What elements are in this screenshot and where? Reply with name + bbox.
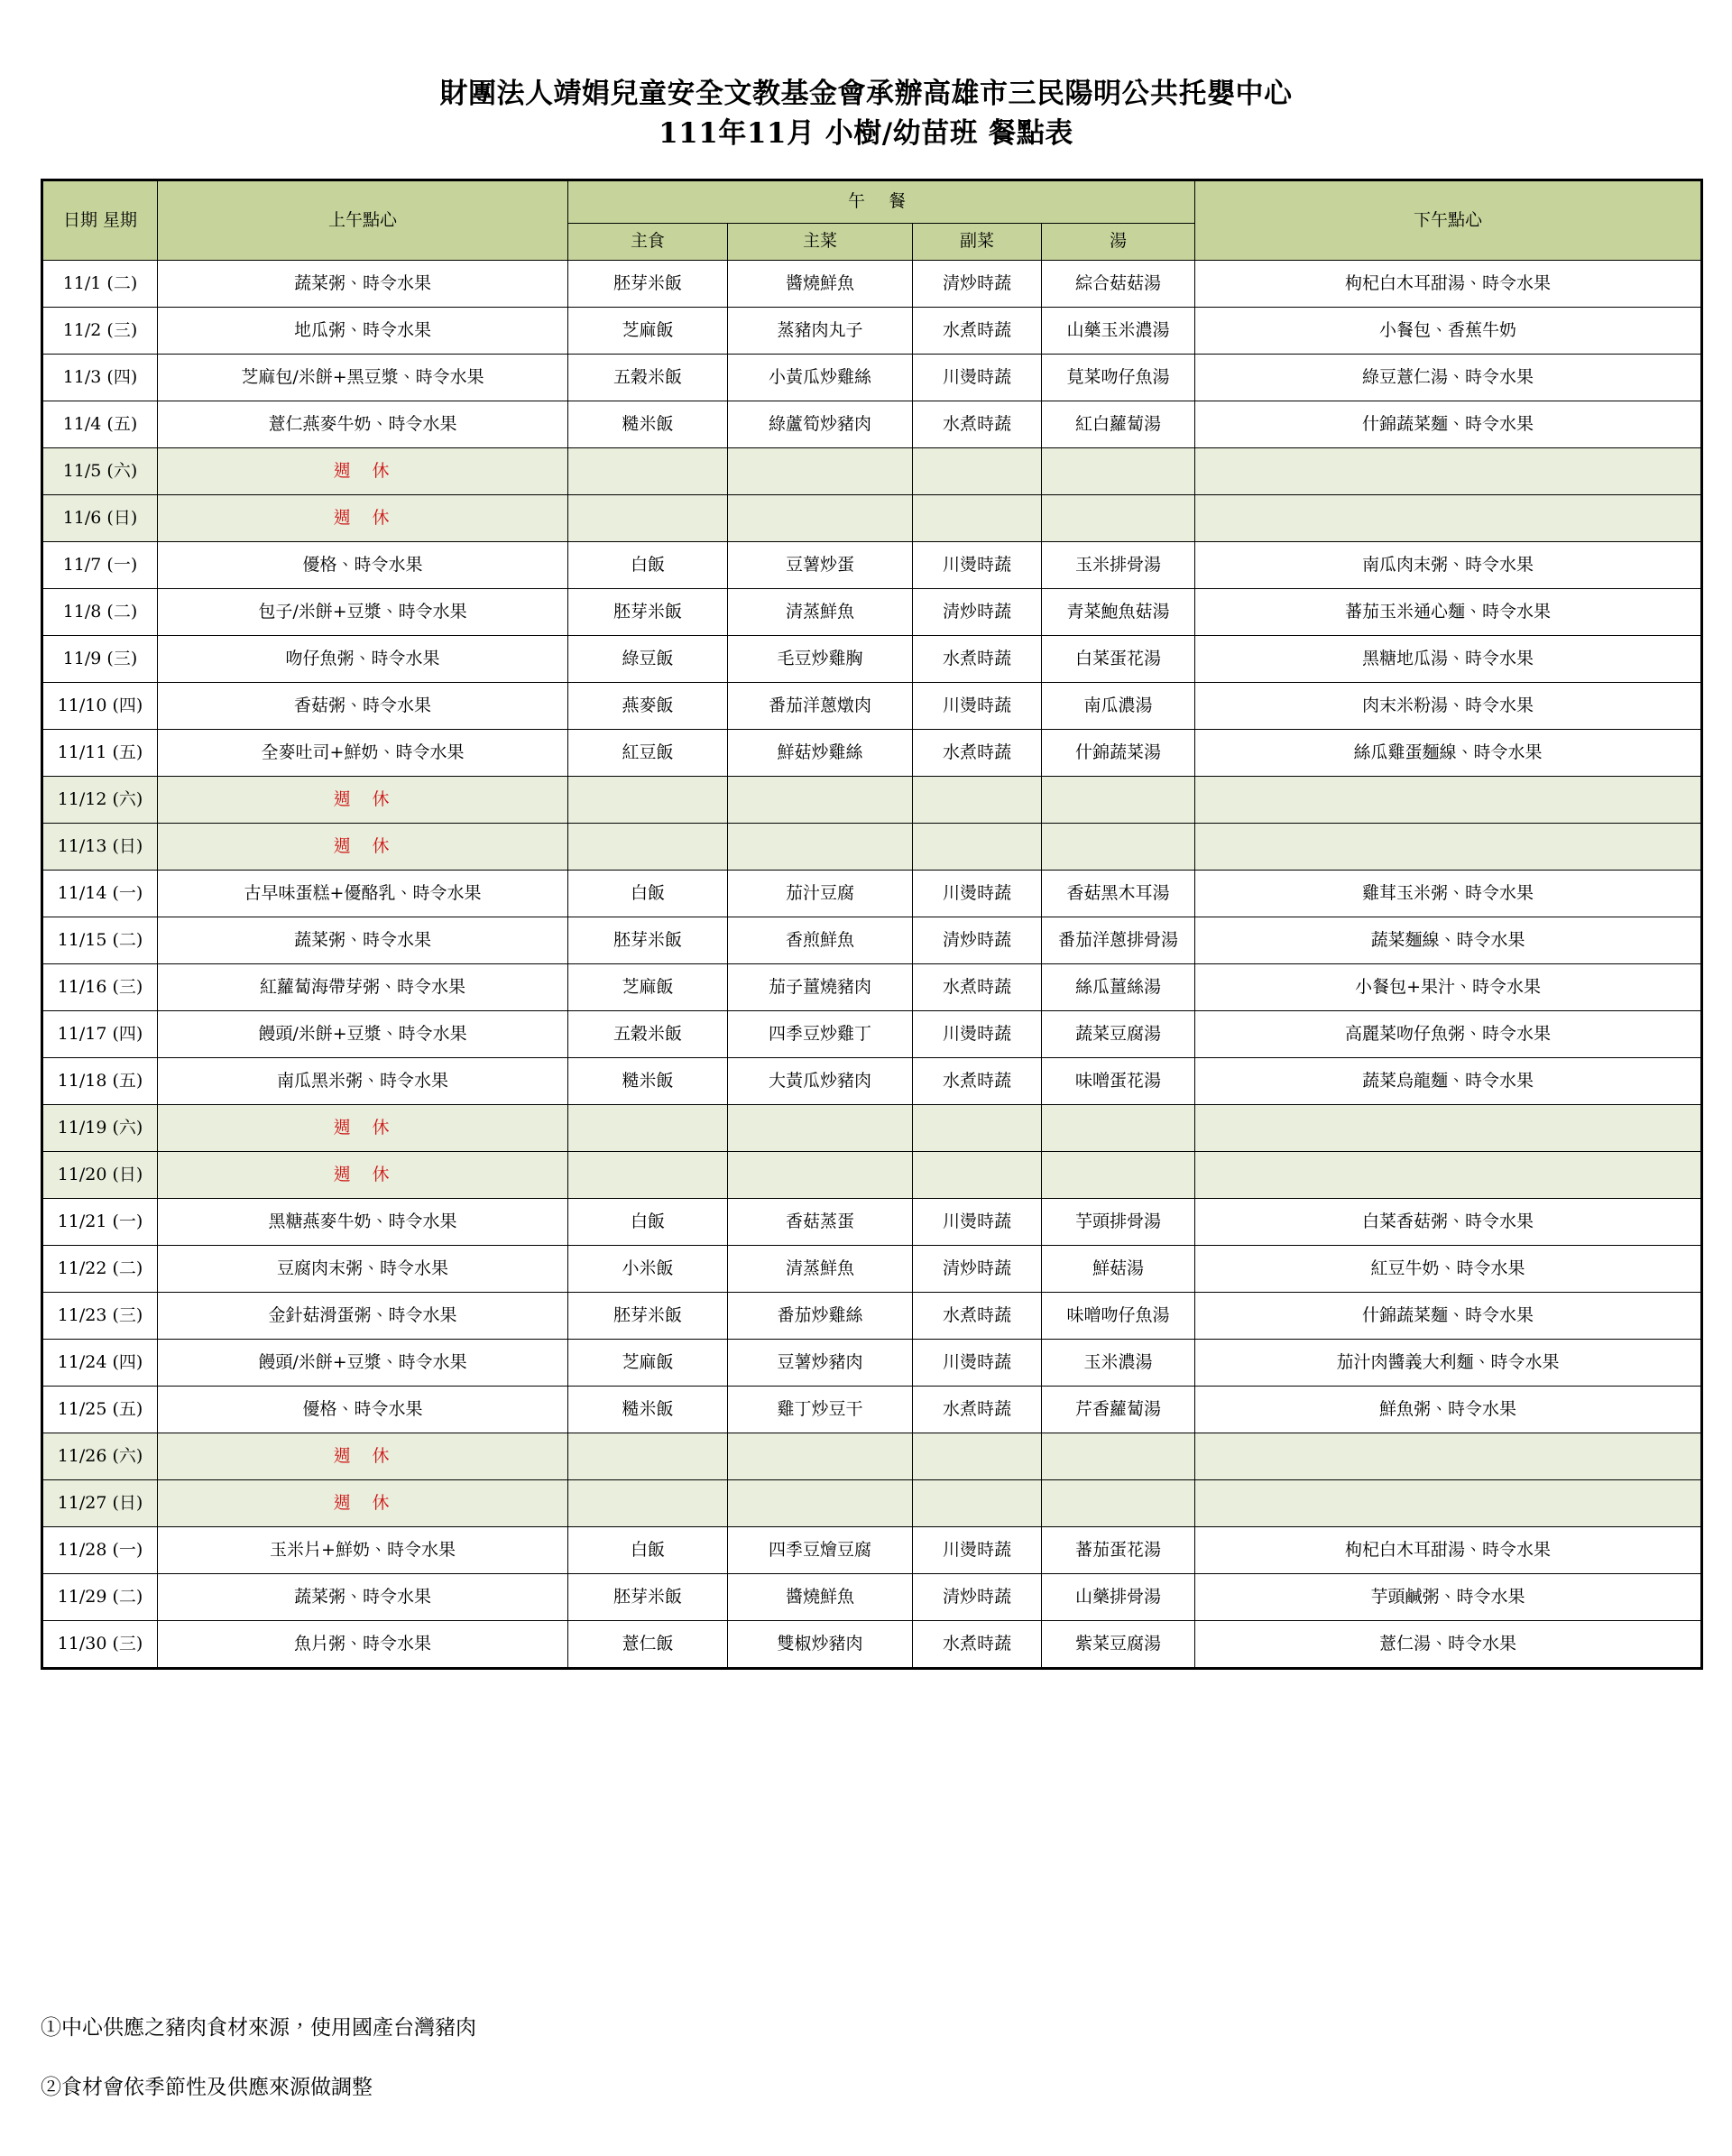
cell-side-dish: 水煮時蔬 <box>913 1058 1042 1105</box>
cell-main-dish: 四季豆炒雞丁 <box>728 1011 913 1058</box>
cell-soup <box>1042 448 1195 495</box>
cell-date: 11/27 (日) <box>42 1480 158 1527</box>
cell-main <box>728 1105 913 1152</box>
cell-morning-snack: 蔬菜粥、時令水果 <box>158 917 568 964</box>
table-row <box>42 1621 1702 1669</box>
cell-soup: 芋頭排骨湯 <box>1042 1199 1195 1246</box>
cell-morning-snack: 香菇粥、時令水果 <box>158 683 568 730</box>
cell-afternoon-snack: 鮮魚粥、時令水果 <box>1195 1387 1702 1433</box>
cell-main-dish: 小黃瓜炒雞絲 <box>728 355 913 401</box>
table-row <box>42 1340 1702 1387</box>
table-row <box>42 1105 1702 1152</box>
cell-date: 11/6 (日) <box>42 495 158 542</box>
table-row <box>42 824 1702 871</box>
cell-side-dish: 清炒時蔬 <box>913 589 1042 636</box>
cell-staple: 白飯 <box>568 1199 728 1246</box>
cell-staple: 白飯 <box>568 871 728 917</box>
table-row <box>42 1433 1702 1480</box>
cell-date: 11/11 (五) <box>42 730 158 777</box>
cell-side-dish: 清炒時蔬 <box>913 1246 1042 1293</box>
footnotes <box>41 2016 1394 2134</box>
cell-side-dish: 水煮時蔬 <box>913 964 1042 1011</box>
table-row <box>42 964 1702 1011</box>
cell-date: 11/19 (六) <box>42 1105 158 1152</box>
table-row <box>42 1527 1702 1574</box>
cell-morning-snack: 古早味蛋糕+優酪乳、時令水果 <box>158 871 568 917</box>
cell-side-dish: 川燙時蔬 <box>913 1199 1042 1246</box>
cell-afternoon-snack: 白菜香菇粥、時令水果 <box>1195 1199 1702 1246</box>
cell-morning-snack: 金針菇滑蛋粥、時令水果 <box>158 1293 568 1340</box>
cell-date: 11/23 (三) <box>42 1293 158 1340</box>
cell-afternoon-snack: 紅豆牛奶、時令水果 <box>1195 1246 1702 1293</box>
cell-date: 11/28 (一) <box>42 1527 158 1574</box>
cell-afternoon-snack: 蕃茄玉米通心麵、時令水果 <box>1195 589 1702 636</box>
cell-pm <box>1195 1105 1702 1152</box>
cell-staple <box>568 777 728 824</box>
cell-side-dish: 清炒時蔬 <box>913 1574 1042 1621</box>
cell-side-dish: 水煮時蔬 <box>913 636 1042 683</box>
cell-afternoon-snack: 南瓜肉末粥、時令水果 <box>1195 542 1702 589</box>
cell-side-dish: 川燙時蔬 <box>913 1527 1042 1574</box>
cell-date: 11/22 (二) <box>42 1246 158 1293</box>
cell-side <box>913 1105 1042 1152</box>
cell-side-dish: 川燙時蔬 <box>913 542 1042 589</box>
table-row <box>42 401 1702 448</box>
cell-soup <box>1042 1152 1195 1199</box>
cell-morning-snack: 包子/米餅+豆漿、時令水果 <box>158 589 568 636</box>
cell-morning-snack: 週 休 <box>158 1480 568 1527</box>
cell-afternoon-snack: 枸杞白木耳甜湯、時令水果 <box>1195 261 1702 308</box>
cell-main-dish: 蒸豬肉丸子 <box>728 308 913 355</box>
cell-soup: 紅白蘿蔔湯 <box>1042 401 1195 448</box>
cell-staple: 芝麻飯 <box>568 1340 728 1387</box>
cell-date: 11/24 (四) <box>42 1340 158 1387</box>
cell-side-dish: 水煮時蔬 <box>913 401 1042 448</box>
table-row <box>42 1574 1702 1621</box>
cell-staple: 糙米飯 <box>568 401 728 448</box>
cell-staple: 五穀米飯 <box>568 355 728 401</box>
cell-date: 11/13 (日) <box>42 824 158 871</box>
cell-main <box>728 448 913 495</box>
cell-afternoon-snack: 茄汁肉醬義大利麵、時令水果 <box>1195 1340 1702 1387</box>
table-row <box>42 308 1702 355</box>
table-row <box>42 1246 1702 1293</box>
table-row <box>42 636 1702 683</box>
cell-side-dish: 清炒時蔬 <box>913 917 1042 964</box>
cell-side-dish: 川燙時蔬 <box>913 355 1042 401</box>
cell-side-dish: 水煮時蔬 <box>913 308 1042 355</box>
column-header-soup: 湯 <box>1042 224 1195 261</box>
table-row <box>42 1480 1702 1527</box>
cell-pm <box>1195 824 1702 871</box>
footnote-1: ①中心供應之豬肉食材來源，使用國產台灣豬肉 <box>41 2016 476 2040</box>
cell-morning-snack: 黑糖燕麥牛奶、時令水果 <box>158 1199 568 1246</box>
cell-afternoon-snack: 小餐包、香蕉牛奶 <box>1195 308 1702 355</box>
cell-date: 11/18 (五) <box>42 1058 158 1105</box>
table-row <box>42 1152 1702 1199</box>
cell-morning-snack: 蔬菜粥、時令水果 <box>158 1574 568 1621</box>
cell-soup: 紫菜豆腐湯 <box>1042 1621 1195 1669</box>
cell-main-dish: 番茄炒雞絲 <box>728 1293 913 1340</box>
table-row <box>42 683 1702 730</box>
cell-side-dish: 川燙時蔬 <box>913 1011 1042 1058</box>
cell-date: 11/5 (六) <box>42 448 158 495</box>
cell-main-dish: 四季豆燴豆腐 <box>728 1527 913 1574</box>
cell-morning-snack: 吻仔魚粥、時令水果 <box>158 636 568 683</box>
cell-staple: 白飯 <box>568 542 728 589</box>
cell-soup: 蕃茄蛋花湯 <box>1042 1527 1195 1574</box>
table-row <box>42 917 1702 964</box>
cell-soup: 山藥排骨湯 <box>1042 1574 1195 1621</box>
cell-soup <box>1042 1433 1195 1480</box>
cell-main <box>728 824 913 871</box>
cell-soup <box>1042 824 1195 871</box>
cell-morning-snack: 週 休 <box>158 1152 568 1199</box>
cell-morning-snack: 魚片粥、時令水果 <box>158 1621 568 1669</box>
cell-side <box>913 1433 1042 1480</box>
cell-main-dish: 香煎鮮魚 <box>728 917 913 964</box>
cell-soup: 山藥玉米濃湯 <box>1042 308 1195 355</box>
menu-table-body <box>42 261 1702 1669</box>
cell-main-dish: 綠蘆筍炒豬肉 <box>728 401 913 448</box>
cell-afternoon-snack: 高麗菜吻仔魚粥、時令水果 <box>1195 1011 1702 1058</box>
cell-side-dish: 清炒時蔬 <box>913 261 1042 308</box>
column-header-afternoon-snack: 下午點心 <box>1195 180 1702 261</box>
cell-soup: 南瓜濃湯 <box>1042 683 1195 730</box>
table-row <box>42 730 1702 777</box>
column-header-morning-snack: 上午點心 <box>158 180 568 261</box>
cell-staple: 紅豆飯 <box>568 730 728 777</box>
cell-morning-snack: 饅頭/米餅+豆漿、時令水果 <box>158 1340 568 1387</box>
cell-morning-snack: 全麥吐司+鮮奶、時令水果 <box>158 730 568 777</box>
table-row <box>42 1058 1702 1105</box>
cell-soup: 味噌吻仔魚湯 <box>1042 1293 1195 1340</box>
cell-side <box>913 1152 1042 1199</box>
cell-afternoon-snack: 蔬菜麵線、時令水果 <box>1195 917 1702 964</box>
cell-main-dish: 醬燒鮮魚 <box>728 1574 913 1621</box>
cell-morning-snack: 週 休 <box>158 824 568 871</box>
cell-date: 11/3 (四) <box>42 355 158 401</box>
cell-date: 11/7 (一) <box>42 542 158 589</box>
cell-staple: 綠豆飯 <box>568 636 728 683</box>
cell-pm <box>1195 1433 1702 1480</box>
cell-afternoon-snack: 芋頭鹹粥、時令水果 <box>1195 1574 1702 1621</box>
menu-table <box>41 179 1703 1670</box>
cell-soup: 番茄洋蔥排骨湯 <box>1042 917 1195 964</box>
cell-soup: 味噌蛋花湯 <box>1042 1058 1195 1105</box>
table-row <box>42 777 1702 824</box>
cell-morning-snack: 饅頭/米餅+豆漿、時令水果 <box>158 1011 568 1058</box>
cell-soup: 香菇黑木耳湯 <box>1042 871 1195 917</box>
cell-date: 11/4 (五) <box>42 401 158 448</box>
cell-main-dish: 清蒸鮮魚 <box>728 1246 913 1293</box>
cell-main-dish: 雞丁炒豆干 <box>728 1387 913 1433</box>
cell-soup: 莧菜吻仔魚湯 <box>1042 355 1195 401</box>
cell-staple <box>568 448 728 495</box>
menu-table-wrapper <box>41 179 1700 1670</box>
cell-main-dish: 豆薯炒蛋 <box>728 542 913 589</box>
table-row <box>42 1011 1702 1058</box>
cell-staple: 糙米飯 <box>568 1058 728 1105</box>
table-row <box>42 448 1702 495</box>
cell-staple <box>568 824 728 871</box>
cell-date: 11/17 (四) <box>42 1011 158 1058</box>
cell-soup: 玉米濃湯 <box>1042 1340 1195 1387</box>
cell-side <box>913 495 1042 542</box>
cell-date: 11/10 (四) <box>42 683 158 730</box>
cell-side <box>913 448 1042 495</box>
cell-staple: 胚芽米飯 <box>568 1293 728 1340</box>
cell-soup: 玉米排骨湯 <box>1042 542 1195 589</box>
cell-afternoon-snack: 肉末米粉湯、時令水果 <box>1195 683 1702 730</box>
cell-date: 11/14 (一) <box>42 871 158 917</box>
cell-soup: 蔬菜豆腐湯 <box>1042 1011 1195 1058</box>
cell-soup <box>1042 495 1195 542</box>
cell-side-dish: 水煮時蔬 <box>913 1387 1042 1433</box>
cell-staple: 白飯 <box>568 1527 728 1574</box>
cell-main-dish: 清蒸鮮魚 <box>728 589 913 636</box>
cell-afternoon-snack: 黑糖地瓜湯、時令水果 <box>1195 636 1702 683</box>
cell-staple: 胚芽米飯 <box>568 917 728 964</box>
cell-staple: 五穀米飯 <box>568 1011 728 1058</box>
cell-date: 11/26 (六) <box>42 1433 158 1480</box>
cell-soup: 綜合菇菇湯 <box>1042 261 1195 308</box>
cell-main-dish: 大黃瓜炒豬肉 <box>728 1058 913 1105</box>
cell-staple <box>568 1105 728 1152</box>
cell-date: 11/25 (五) <box>42 1387 158 1433</box>
cell-date: 11/12 (六) <box>42 777 158 824</box>
cell-pm <box>1195 1480 1702 1527</box>
table-row <box>42 589 1702 636</box>
cell-main-dish: 毛豆炒雞胸 <box>728 636 913 683</box>
cell-side-dish: 川燙時蔬 <box>913 1340 1042 1387</box>
cell-main <box>728 1433 913 1480</box>
cell-staple: 糙米飯 <box>568 1387 728 1433</box>
table-row <box>42 1293 1702 1340</box>
table-row <box>42 542 1702 589</box>
cell-pm <box>1195 777 1702 824</box>
cell-staple <box>568 1433 728 1480</box>
cell-pm <box>1195 448 1702 495</box>
cell-soup <box>1042 1480 1195 1527</box>
cell-side-dish: 水煮時蔬 <box>913 730 1042 777</box>
column-header-staple: 主食 <box>568 224 728 261</box>
cell-soup: 鮮菇湯 <box>1042 1246 1195 1293</box>
cell-staple: 芝麻飯 <box>568 308 728 355</box>
cell-morning-snack: 地瓜粥、時令水果 <box>158 308 568 355</box>
column-header-main-dish: 主菜 <box>728 224 913 261</box>
cell-side-dish: 川燙時蔬 <box>913 871 1042 917</box>
cell-date: 11/15 (二) <box>42 917 158 964</box>
cell-afternoon-snack: 什錦蔬菜麵、時令水果 <box>1195 1293 1702 1340</box>
cell-morning-snack: 優格、時令水果 <box>158 1387 568 1433</box>
cell-date: 11/1 (二) <box>42 261 158 308</box>
cell-afternoon-snack: 枸杞白木耳甜湯、時令水果 <box>1195 1527 1702 1574</box>
cell-staple: 薏仁飯 <box>568 1621 728 1669</box>
cell-main-dish: 香菇蒸蛋 <box>728 1199 913 1246</box>
table-row <box>42 1199 1702 1246</box>
cell-side-dish: 水煮時蔬 <box>913 1621 1042 1669</box>
cell-morning-snack: 紅蘿蔔海帶芽粥、時令水果 <box>158 964 568 1011</box>
cell-date: 11/16 (三) <box>42 964 158 1011</box>
page-title-line2: 111年11月 小樹/幼苗班 餐點表 <box>659 117 1073 151</box>
cell-staple: 胚芽米飯 <box>568 1574 728 1621</box>
page-title-line1: 財團法人靖娟兒童安全文教基金會承辦高雄市三民陽明公共托嬰中心 <box>439 78 1293 110</box>
cell-soup: 芹香蘿蔔湯 <box>1042 1387 1195 1433</box>
cell-soup: 什錦蔬菜湯 <box>1042 730 1195 777</box>
cell-staple: 芝麻飯 <box>568 964 728 1011</box>
table-row <box>42 495 1702 542</box>
cell-pm <box>1195 495 1702 542</box>
cell-main <box>728 1480 913 1527</box>
cell-afternoon-snack: 小餐包+果汁、時令水果 <box>1195 964 1702 1011</box>
cell-morning-snack: 週 休 <box>158 1105 568 1152</box>
cell-date: 11/21 (一) <box>42 1199 158 1246</box>
cell-staple <box>568 1152 728 1199</box>
cell-soup <box>1042 777 1195 824</box>
cell-date: 11/20 (日) <box>42 1152 158 1199</box>
cell-main-dish: 醬燒鮮魚 <box>728 261 913 308</box>
cell-main-dish: 番茄洋蔥燉肉 <box>728 683 913 730</box>
cell-afternoon-snack: 綠豆薏仁湯、時令水果 <box>1195 355 1702 401</box>
cell-staple <box>568 1480 728 1527</box>
cell-side <box>913 777 1042 824</box>
cell-afternoon-snack: 薏仁湯、時令水果 <box>1195 1621 1702 1669</box>
cell-soup: 白菜蛋花湯 <box>1042 636 1195 683</box>
cell-soup: 青菜鮑魚菇湯 <box>1042 589 1195 636</box>
menu-table-head <box>42 180 1702 261</box>
column-header-side-dish: 副菜 <box>913 224 1042 261</box>
cell-staple: 燕麥飯 <box>568 683 728 730</box>
cell-staple <box>568 495 728 542</box>
cell-afternoon-snack: 雞茸玉米粥、時令水果 <box>1195 871 1702 917</box>
cell-main-dish: 茄子薑燒豬肉 <box>728 964 913 1011</box>
cell-side-dish: 川燙時蔬 <box>913 683 1042 730</box>
cell-main <box>728 1152 913 1199</box>
cell-date: 11/2 (三) <box>42 308 158 355</box>
column-header-lunch: 午 餐 <box>568 180 1195 224</box>
cell-morning-snack: 週 休 <box>158 448 568 495</box>
title-block <box>0 0 1732 152</box>
cell-main <box>728 777 913 824</box>
cell-date: 11/29 (二) <box>42 1574 158 1621</box>
cell-morning-snack: 週 休 <box>158 1433 568 1480</box>
cell-morning-snack: 週 休 <box>158 495 568 542</box>
cell-date: 11/8 (二) <box>42 589 158 636</box>
cell-morning-snack: 薏仁燕麥牛奶、時令水果 <box>158 401 568 448</box>
cell-afternoon-snack: 絲瓜雞蛋麵線、時令水果 <box>1195 730 1702 777</box>
table-row <box>42 355 1702 401</box>
cell-morning-snack: 南瓜黑米粥、時令水果 <box>158 1058 568 1105</box>
table-row <box>42 261 1702 308</box>
cell-morning-snack: 蔬菜粥、時令水果 <box>158 261 568 308</box>
cell-staple: 胚芽米飯 <box>568 589 728 636</box>
cell-morning-snack: 芝麻包/米餅+黑豆漿、時令水果 <box>158 355 568 401</box>
cell-main-dish: 鮮菇炒雞絲 <box>728 730 913 777</box>
table-row <box>42 871 1702 917</box>
table-row <box>42 1387 1702 1433</box>
footnote-2: ②食材會依季節性及供應來源做調整 <box>41 2075 373 2099</box>
cell-main-dish: 雙椒炒豬肉 <box>728 1621 913 1669</box>
cell-date: 11/30 (三) <box>42 1621 158 1669</box>
cell-afternoon-snack: 什錦蔬菜麵、時令水果 <box>1195 401 1702 448</box>
cell-staple: 胚芽米飯 <box>568 261 728 308</box>
cell-main <box>728 495 913 542</box>
cell-main-dish: 茄汁豆腐 <box>728 871 913 917</box>
cell-main-dish: 豆薯炒豬肉 <box>728 1340 913 1387</box>
cell-morning-snack: 豆腐肉末粥、時令水果 <box>158 1246 568 1293</box>
cell-morning-snack: 玉米片+鮮奶、時令水果 <box>158 1527 568 1574</box>
cell-staple: 小米飯 <box>568 1246 728 1293</box>
cell-date: 11/9 (三) <box>42 636 158 683</box>
cell-side <box>913 1480 1042 1527</box>
cell-afternoon-snack: 蔬菜烏龍麵、時令水果 <box>1195 1058 1702 1105</box>
column-header-date: 日期 星期 <box>42 180 158 261</box>
cell-soup: 絲瓜薑絲湯 <box>1042 964 1195 1011</box>
cell-morning-snack: 優格、時令水果 <box>158 542 568 589</box>
cell-side <box>913 824 1042 871</box>
cell-soup <box>1042 1105 1195 1152</box>
cell-morning-snack: 週 休 <box>158 777 568 824</box>
cell-side-dish: 水煮時蔬 <box>913 1293 1042 1340</box>
cell-pm <box>1195 1152 1702 1199</box>
